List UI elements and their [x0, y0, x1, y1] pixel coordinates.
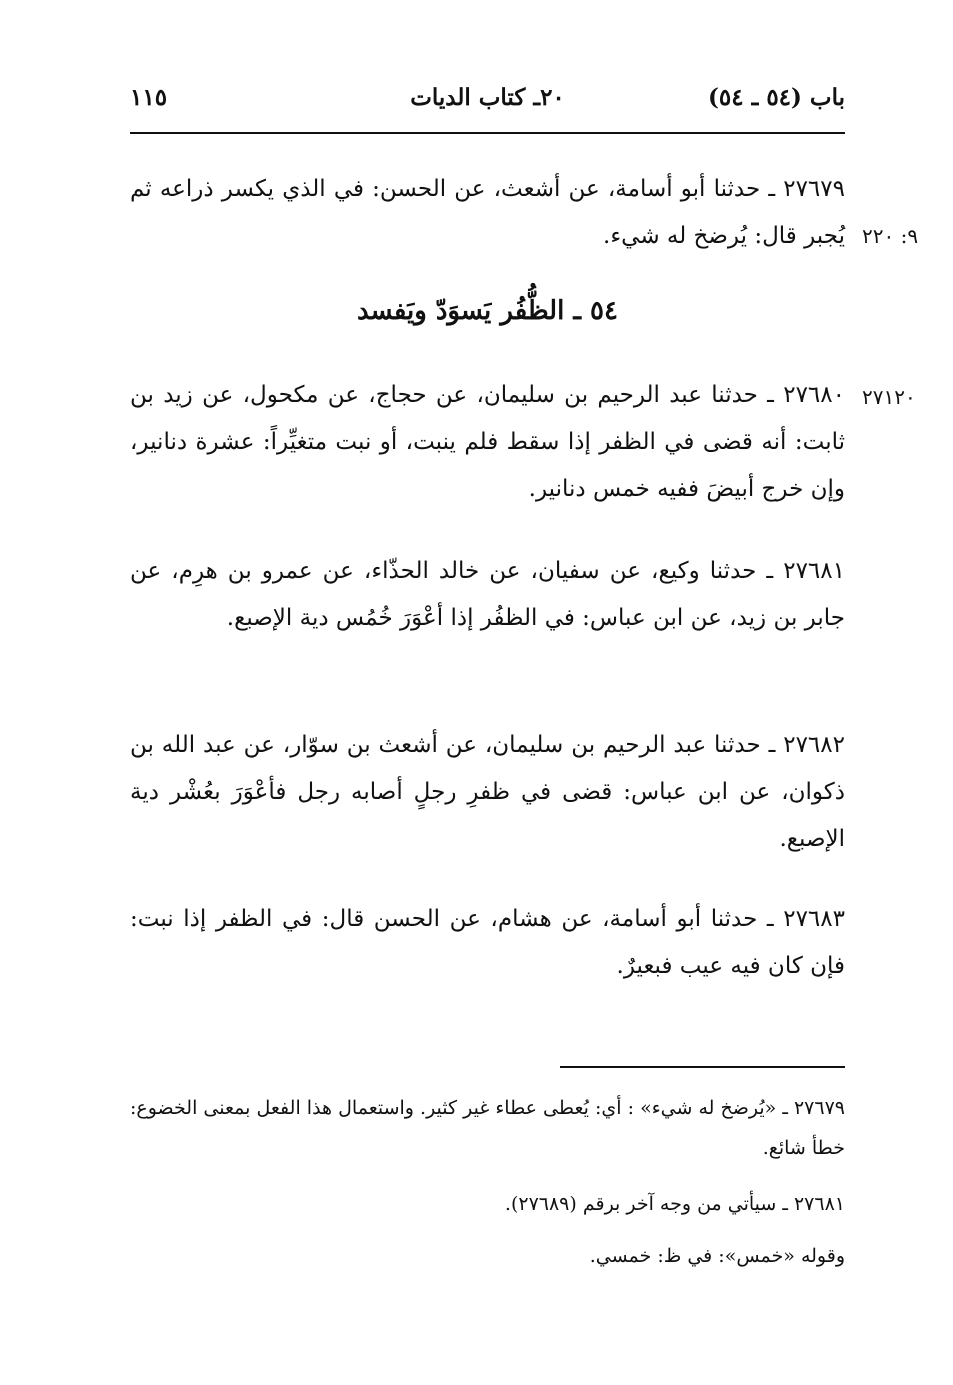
hadith-27682: ٢٧٦٨٢ ـ حدثنا عبد الرحيم بن سليمان، عن أشعث بن سوّار، عن عبد الله بن ذكوان، عن ابن عباس: قضى في ظفرِ رجلٍ أصابه رجل فأعْوَرَ بعُشْر دية الإصبع.: [130, 732, 845, 852]
page-number: ١١٥: [130, 84, 168, 111]
hadith-27680: ٢٧٦٨٠ ـ حدثنا عبد الرحيم بن سليمان، عن حجاج، عن مكحول، عن زيد بن ثابت: أنه قضى في الظفر إذا سقط فلم ينبت، أو نبت متغيِّراً: عشرة دنانير، وإن خرج أبيضَ ففيه خمس دنانير.: [130, 382, 845, 502]
chapter-label: باب (٥٤ ـ ٥٤): [707, 84, 845, 111]
footnote-rule: [560, 1066, 845, 1068]
footnote-27681: ٢٧٦٨١ ـ سيأتي من وجه آخر برقم (٢٧٦٨٩).: [504, 1193, 845, 1215]
footnote-27679: ٢٧٦٧٩ ـ «يُرضخ له شيء» : أي: يُعطى عطاء غير كثير. واستعمال هذا الفعل بمعنى الخضوع: خطأ شائع.: [130, 1097, 845, 1159]
hadith-27679: ٢٧٦٧٩ ـ حدثنا أبو أسامة، عن أشعث، عن الحسن: في الذي يكسر ذراعه ثم يُجبر قال: يُرضخ له شيء.: [130, 176, 845, 249]
running-header: [130, 84, 845, 124]
footnote-khams: وقوله «خمس»: في ظ: خمسي.: [589, 1245, 845, 1267]
header-rule: [130, 132, 845, 134]
margin-reference-volume: ٩: ٢٢٠: [862, 224, 919, 248]
book-title: ٢٠ـ كتاب الديات: [410, 84, 565, 111]
hadith-27681: ٢٧٦٨١ ـ حدثنا وكيع، عن سفيان، عن خالد الحذّاء، عن عمرو بن هرِم، عن جابر بن زيد، عن ابن عباس: في الظفُر إذا أعْوَرَ خُمُس دية الإصبع.: [130, 558, 845, 631]
section-heading: ٥٤ ـ الظُّفُر يَسوَدّ ويَفسد: [357, 296, 618, 326]
margin-reference-number: ٢٧١٢٠: [862, 385, 916, 409]
hadith-27683: ٢٧٦٨٣ ـ حدثنا أبو أسامة، عن هشام، عن الحسن قال: في الظفر إذا نبت: فإن كان فيه عيب فبعيرٌ.: [130, 906, 845, 979]
